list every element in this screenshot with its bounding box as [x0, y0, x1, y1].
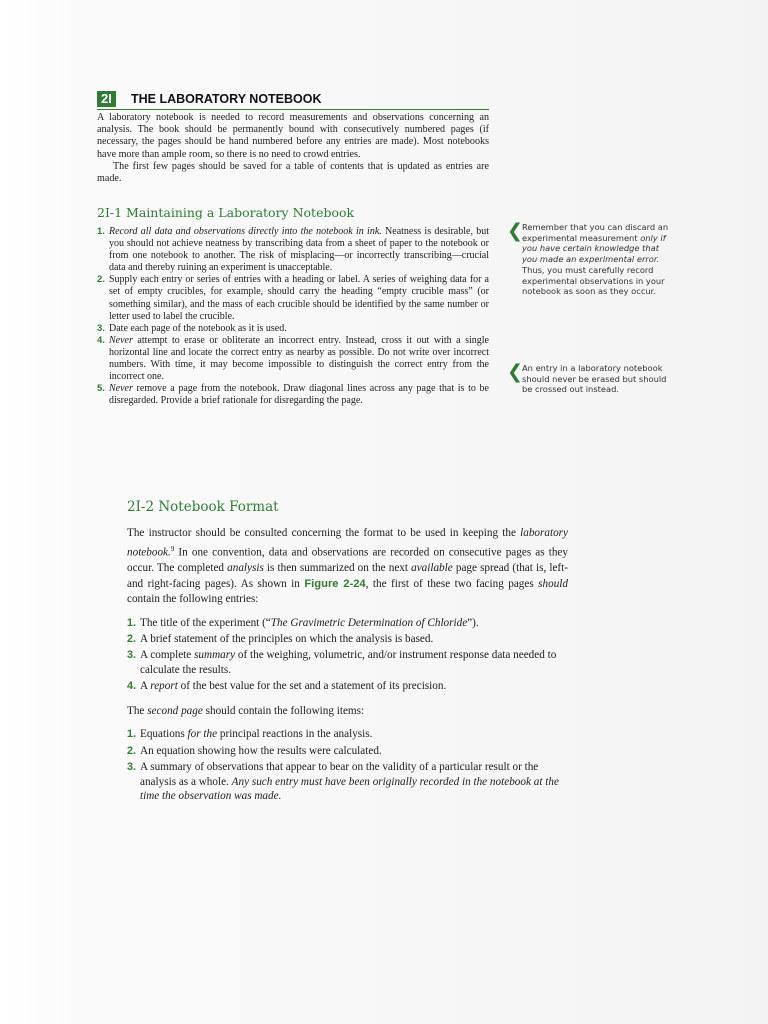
- list-item: 1. Equations for the principal reactions in the analysis.: [127, 728, 373, 741]
- item-number: 5.: [97, 383, 105, 395]
- item-text: Supply each entry or series of entries with a heading or label. A series of weighing data for a set of empty crucibles, for example, should carry the heading “empty crucible mass” (or something similar), and the mass of each crucible should be identified by the same number or letter used to label the crucible.: [109, 274, 489, 322]
- list-item: 2. A brief statement of the principles on which the analysis is based.: [127, 633, 434, 645]
- margin-note-text: Remember that you can discard an experimental measurement only if you have certain knowledge that you made an experimental error. Thus, you must carefully record experimental observations in your notebook as soon as they occur.: [522, 222, 669, 297]
- item-number: 3.: [97, 322, 105, 334]
- list-item: 3. A summary of observations that appear to bear on the validity of a particular result or the analysis as a whole. Any such entry must have been originally recorded in the notebook at the time the observation was made.: [127, 760, 559, 803]
- margin-note: [507, 220, 670, 297]
- subsection-heading: 2I-2 Notebook Format: [127, 499, 279, 515]
- intro-text: [97, 112, 489, 185]
- list-item: [97, 274, 489, 322]
- chevron-left-icon: ❮: [507, 220, 523, 242]
- intro-paragraph: A laboratory notebook is needed to record measurements and observations concerning an analysis. The book should be permanently bound with consecutively numbered pages (if necessary, the pages should be hand numbered before any entries are made). Most notebooks have more than ample room, so there is no need to crowd entries.: [97, 112, 489, 160]
- intro-paragraph: The first few pages should be saved for a table of contents that is updated as entries are made.: [97, 160, 489, 185]
- chevron-left-icon: ❮: [507, 361, 523, 383]
- item-emphasis: Record all data and observations directly into the notebook in ink.: [109, 226, 382, 237]
- format-paragraph: The instructor should be consulted concerning the format to be used in keeping the laboratory notebook.$^9$ In one convention, data and observations are recorded on consecutive pages as they occur. The completed analysis is then summarized on the next available page spread (that is, left- and right-facing pages). As shown in Figure 2-24, the first of these two facing pages should contain the following entries:: [127, 527, 569, 606]
- item-number: 2.: [97, 274, 105, 286]
- list-item: [97, 323, 489, 335]
- section-title: THE LABORATORY NOTEBOOK: [131, 92, 322, 106]
- first-page-entries-list: [127, 616, 568, 694]
- list-item: 2. An equation showing how the results were calculated.: [127, 744, 382, 757]
- subsection-heading: 2I-1 Maintaining a Laboratory Notebook: [97, 205, 355, 220]
- item-number: 1.: [127, 616, 137, 629]
- item-emphasis: Never: [109, 334, 133, 346]
- list-item: [97, 383, 489, 407]
- section-header: [97, 91, 489, 110]
- notebook-format-section: [127, 526, 568, 806]
- item-number: 3.: [127, 760, 137, 773]
- section-number: 2I: [97, 91, 116, 107]
- item-emphasis: Never: [109, 383, 133, 395]
- margin-note-text: An entry in a laboratory notebook should never be erased but should be crossed out instead.: [522, 363, 667, 395]
- list-item: 4. A report of the best value for the set and a statement of its precision.: [127, 680, 447, 693]
- list-item: 1. The title of the experiment (“The Gravimetric Determination of Chloride”).: [127, 616, 479, 629]
- figure-link[interactable]: Figure 2-24: [304, 577, 366, 590]
- maintaining-list: [97, 226, 489, 407]
- item-number: 1.: [127, 728, 137, 741]
- second-page-entries-list: [127, 727, 568, 804]
- list-item: 3. A complete summary of the weighing, volumetric, and/or instrument response data needed to calculate the results.: [127, 649, 557, 677]
- list-item: [97, 335, 489, 383]
- item-number: 2.: [127, 744, 137, 757]
- item-text: Date each page of the notebook as it is used.: [109, 322, 287, 334]
- item-text: remove a page from the notebook. Draw diagonal lines across any page that is to be disregarded. Provide a brief rationale for disregarding the page.: [109, 383, 489, 407]
- item-number: 4.: [97, 334, 105, 346]
- format-paragraph: The second page should contain the following items:: [127, 704, 365, 717]
- item-number: 2.: [127, 633, 137, 645]
- item-text: Neatness is desirable, but you should not achieve neatness by transcribing data from a sheet of paper to the notebook or from one notebook to another. The risk of misplacing—or incorrectly transcribing—crucial data and thereby ruining an experiment is unacceptable.: [109, 226, 490, 274]
- item-text: attempt to erase or obliterate an incorrect entry. Instead, cross it out with a single horizontal line and locate the correct entry as nearby as possible. Do not write over incorrect numbers. With time, it may become impossible to distinguish the correct entry from the incorrect one.: [109, 334, 489, 383]
- item-number: 1.: [97, 226, 105, 237]
- item-number: 4.: [127, 680, 137, 693]
- list-item: [97, 226, 489, 274]
- margin-note: [507, 361, 670, 395]
- item-number: 3.: [127, 649, 137, 662]
